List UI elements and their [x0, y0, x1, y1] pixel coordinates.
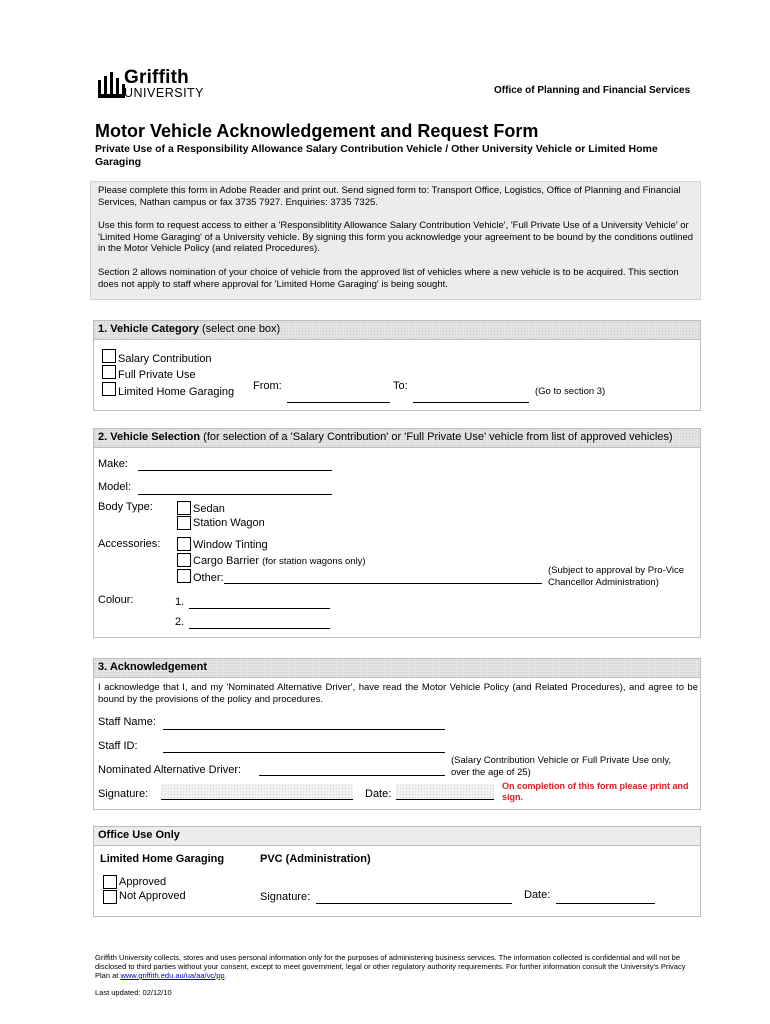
colour-1-field[interactable]: [189, 608, 330, 609]
cargo-barrier-note: (for station wagons only): [262, 556, 366, 567]
alt-driver-field[interactable]: [259, 775, 445, 776]
accessories-label: Accessories:: [98, 538, 161, 550]
other-accessory-label: Other:: [193, 572, 224, 584]
approval-note: (Subject to approval by Pro-Vice Chancellor Administration): [548, 565, 685, 588]
privacy-statement: Griffith University collects, stores and uses personal information only for the purposes of administering business services. The information collected is confidential and will not be disclosed to third parties without your consent, except to meet government, legal or other regulatory authority requirements. For further information consult the University's Privacy Plan at www.griffith.edu.au/ua/aa/vc/pp.: [95, 953, 686, 980]
signature-field[interactable]: [161, 784, 353, 800]
privacy-plan-link[interactable]: www.griffith.edu.au/ua/aa/vc/pp: [120, 971, 225, 980]
print-sign-note: On completion of this form please print and sign.: [502, 781, 689, 802]
office-date-label: Date:: [524, 889, 551, 901]
instructions-para-1: Please complete this form in Adobe Reader and print out. Send signed form to: Transport Office, Logistics, Office of Planning and Financial Services, Nathan campus or fax 3735 7927. Enquiries: 3735 7325.: [98, 185, 681, 208]
station-wagon-label: Station Wagon: [193, 517, 265, 529]
from-label: From:: [253, 380, 282, 392]
approved-checkbox[interactable]: [103, 875, 117, 889]
section-office-use: [93, 826, 701, 917]
limited-home-garaging-label: Limited Home Garaging: [118, 386, 235, 398]
alt-driver-label: Nominated Alternative Driver:: [98, 764, 242, 776]
section-header: [94, 321, 700, 340]
section-title: 1. Vehicle Category: [98, 323, 199, 335]
section-header: [94, 429, 700, 448]
pvc-label: PVC (Administration): [260, 853, 371, 865]
office-name: Office of Planning and Financial Services: [494, 85, 691, 96]
office-date-field[interactable]: [556, 903, 655, 904]
cargo-barrier-checkbox[interactable]: [177, 553, 191, 567]
staff-id-label: Staff ID:: [98, 740, 138, 752]
page-title: Motor Vehicle Acknowledgement and Request Form: [95, 121, 539, 141]
last-updated: Last updated: 02/12/10: [95, 988, 172, 997]
section-header: [94, 827, 700, 846]
limited-home-garaging-checkbox[interactable]: [102, 382, 116, 396]
station-wagon-checkbox[interactable]: [177, 516, 191, 530]
staff-name-field[interactable]: [163, 729, 445, 730]
date-label: Date:: [365, 788, 392, 800]
section-vehicle-selection: [93, 428, 701, 638]
colour-1-label: 1.: [175, 596, 185, 608]
other-accessory-field[interactable]: [224, 583, 542, 584]
colour-2-label: 2.: [175, 616, 185, 628]
staff-name-label: Staff Name:: [98, 716, 156, 728]
logo-subword: UNIVERSITY: [124, 86, 205, 100]
cargo-barrier-label: Cargo Barrier (for station wagons only): [193, 555, 366, 567]
section-note: (for selection of a 'Salary Contribution' or 'Full Private Use' vehicle from list of approved vehicles): [203, 431, 673, 443]
colour-2-field[interactable]: [189, 628, 330, 629]
not-approved-checkbox[interactable]: [103, 890, 117, 904]
full-private-use-label: Full Private Use: [118, 369, 196, 381]
body-type-label: Body Type:: [98, 501, 153, 513]
to-field[interactable]: [413, 402, 529, 403]
to-label: To:: [393, 380, 408, 392]
instructions-para-2: Use this form to request access to either a 'Responsiblitity Allowance Salary Contribution Vehicle', 'Full Private Use of a University Vehicle' or 'Limited Home Garaging' of a University vehicle. By signing this form you acknowledge your agreement to be bound by the conditions outlined in the Motor Vehicle Policy (and related Procedures).: [98, 220, 694, 254]
signature-label: Signature:: [98, 788, 149, 800]
instructions-para-3: Section 2 allows nomination of your choice of vehicle from the approved list of vehicles where a new vehicle is to be acquired. This section does not apply to staff where approval for 'Limited Home Garaging' is being sought.: [98, 267, 679, 290]
staff-id-field[interactable]: [163, 752, 445, 753]
logo-wordmark: Griffith: [124, 67, 189, 88]
section-title: Office Use Only: [98, 829, 180, 841]
make-label: Make:: [98, 458, 128, 470]
griffith-logo-icon: [96, 66, 126, 100]
approved-label: Approved: [119, 876, 167, 888]
salary-contribution-label: Salary Contribution: [118, 353, 212, 365]
from-field[interactable]: [287, 402, 390, 403]
date-field[interactable]: [396, 784, 494, 800]
full-private-use-checkbox[interactable]: [102, 365, 116, 379]
window-tinting-checkbox[interactable]: [177, 537, 191, 551]
section-title: 3. Acknowledgement: [98, 661, 208, 673]
goto-section-note: (Go to section 3): [535, 386, 606, 397]
sedan-checkbox[interactable]: [177, 501, 191, 515]
section-acknowledgement: [93, 658, 701, 810]
make-field[interactable]: [138, 470, 332, 471]
instructions-box: [90, 181, 701, 300]
window-tinting-label: Window Tinting: [193, 539, 268, 551]
acknowledgement-text: I acknowledge that I, and my 'Nominated Alternative Driver', have read the Motor Vehicle Policy (and Related Procedures), and agree to be bound by the provisions of the policy and procedures.: [98, 682, 698, 705]
other-accessory-checkbox[interactable]: [177, 569, 191, 583]
section-vehicle-category: [93, 320, 701, 411]
model-label: Model:: [98, 481, 132, 493]
not-approved-label: Not Approved: [119, 890, 186, 902]
model-field[interactable]: [138, 494, 332, 495]
alt-driver-note: (Salary Contribution Vehicle or Full Private Use only, over the age of 25): [451, 755, 672, 778]
section-note: (select one box): [201, 323, 281, 335]
office-signature-field[interactable]: [316, 903, 512, 904]
section-header: [94, 659, 700, 678]
lhg-label: Limited Home Garaging: [100, 853, 225, 865]
colour-label: Colour:: [98, 594, 134, 606]
salary-contribution-checkbox[interactable]: [102, 349, 116, 363]
sedan-label: Sedan: [193, 503, 225, 515]
office-signature-label: Signature:: [260, 891, 311, 903]
section-title: 2. Vehicle Selection: [98, 431, 201, 443]
page-subtitle: Private Use of a Responsibility Allowance Salary Contribution Vehicle / Other University Vehicle or Limited Home Garaging: [95, 143, 658, 168]
